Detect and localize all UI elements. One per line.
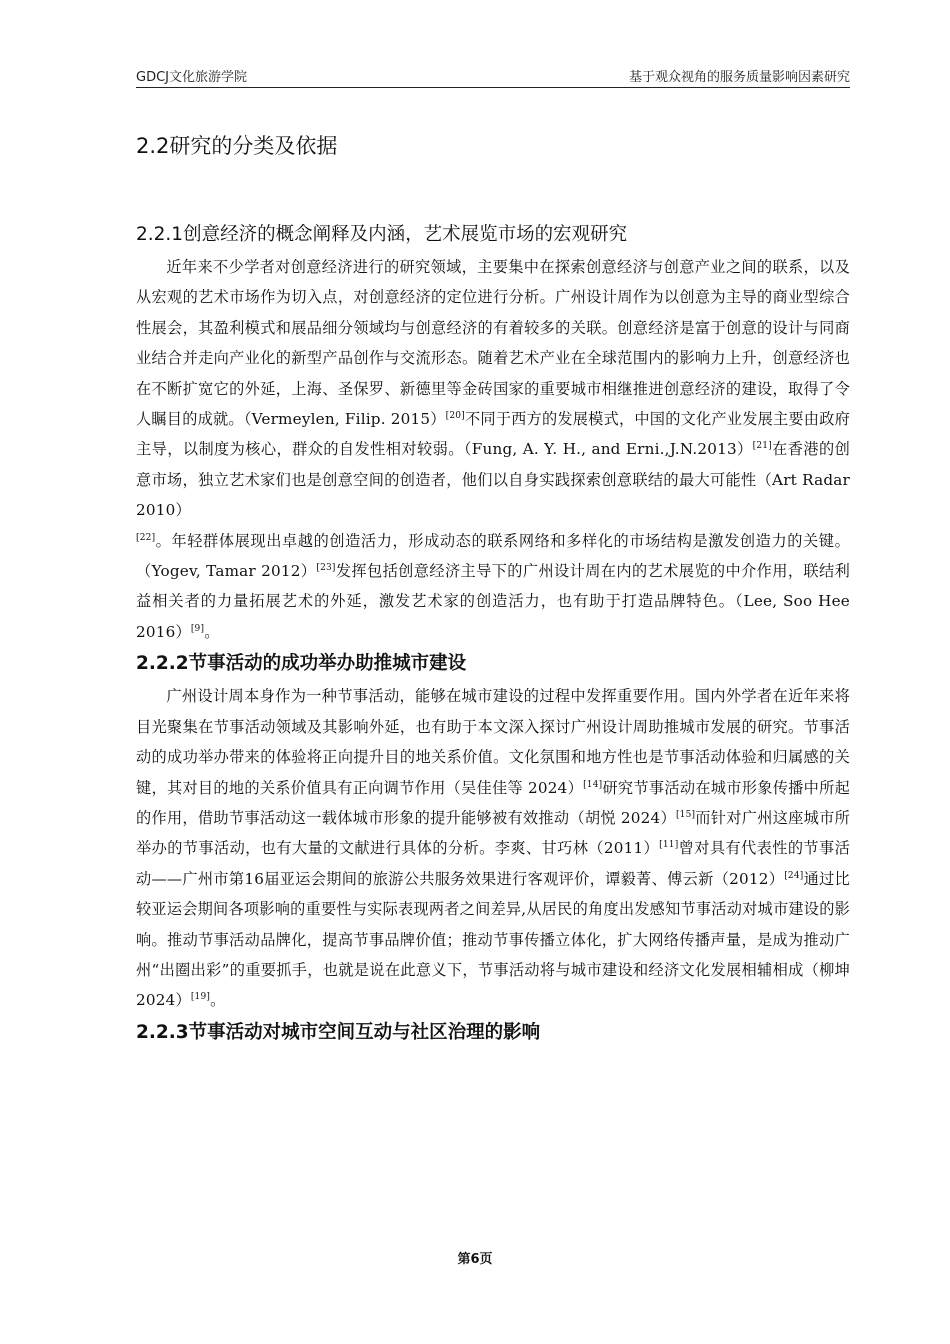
paragraph-festival-events (136, 681, 850, 1015)
header-thesis-title: 基于观众视角的服务质量影响因素研究 (628, 70, 850, 85)
citation: [21] (752, 441, 772, 452)
citation: [9] (190, 623, 205, 634)
subsection-heading-2-2-2: 2.2.2节事活动的成功举办助推城市建设 (136, 653, 467, 675)
paragraph-creative-economy (136, 252, 850, 647)
text-run: 发挥包括创意经济主导下的广州设计周在内的艺术展览的中介作用，联结利益相关者的力量拓展艺术的外延，激发艺术家的创造活力，也有助于打造品牌特色。（Lee, Soo Hee 2016） (136, 562, 850, 641)
citation: [14] (583, 779, 603, 790)
page-content (136, 120, 850, 1050)
subsection-heading-2-2-1: 2.2.1创意经济的概念阐释及内涵，艺术展览市场的宏观研究 (136, 224, 628, 245)
text-run: 曾对具有代表性的节事活动——广州市第16届亚运会期间的旅游公共服务效果进行客观评价，谭毅菁、傅云新（2012） (136, 839, 850, 888)
page-header (136, 66, 850, 86)
text-run: 在香港的创意市场，独立艺术家们也是创意空间的创造者，他们以自身实践探索创意联结的最大可能性（Art Radar 2010） (136, 440, 851, 520)
page-number: 第6页 (457, 1252, 493, 1267)
citation: [23] (316, 563, 336, 573)
citation: [20] (445, 410, 465, 421)
citation: [19] (190, 992, 211, 1003)
text-run: 。 (204, 622, 220, 641)
header-divider (136, 87, 850, 88)
citation: [15] (675, 809, 696, 820)
text-run: 不同于西方的发展模式，中国的文化产业发展主要由政府主导，以制度为核心，群众的自发性相对较弱。（Fung, A. Y. H., and Erni.,J.N.2013） (136, 410, 850, 459)
citation: [11] (659, 840, 679, 851)
citation: [24] (784, 870, 804, 881)
text-run: 。年轻群体展现出卓越的创造活力，形成动态的联系网络和多样化的市场结构是激发创造力的关键。（Yogev, Tamar 2012） (136, 531, 850, 581)
header-institution: GDCJ文化旅游学院 (136, 70, 247, 85)
text-run: 广州设计周本身作为一种节事活动，能够在城市建设的过程中发挥重要作用。国内外学者在近年来将目光聚集在节事活动领域及其影响外延，也有助于本文深入探讨广州设计周助推城市发展的研究。节事活动的成功举办带来的体验将正向提升目的地关系价值。文化氛围和地方性也是节事活动体验和归属感的关键，其对目的地的关系价值具有正向调节作用（吴佳佳等 2024） (136, 687, 850, 797)
text-run: 通过比较亚运会期间各项影响的重要性与实际表现两者之间差异,从居民的角度出发感知节事活动对城市建设的影响。推动节事活动品牌化，提高节事品牌价值；推动节事传播立体化，扩大网络传播声量，是成为推动广州“出圈出彩”的重要抓手，也就是说在此意义下，节事活动将与城市建设和经济文化发展相辅相成（柳坤2024） (136, 869, 850, 1010)
text-run: 。 (210, 991, 226, 1010)
citation: [22] (136, 532, 156, 543)
text-run: 近年来不少学者对创意经济进行的研究领域，主要集中在探索创意经济与创意产业之间的联系，以及从宏观的艺术市场作为切入点，对创意经济的定位进行分析。广州设计周作为以创意为主导的商业型综合性展会，其盈利模式和展品细分领域均与创意经济的有着较多的关联。创意经济是富于创意的设计与同商业结合并走向产业化的新型产品创作与交流形态。随着艺术产业在全球范围内的影响力上升，创意经济也在不断扩宽它的外延，上海、圣保罗、新德里等金砖国家的重要城市相继推进创意经济的建设，取得了令人瞩目的成就。（Vermeylen, Filip. 2015） (136, 258, 850, 429)
section-heading: 2.2研究的分类及依据 (136, 134, 338, 158)
text-run: 研究节事活动在城市形象传播中所起的作用，借助节事活动这一载体城市形象的提升能够被有效推动（胡悦 2024） (136, 778, 850, 827)
subsection-heading-2-2-3: 2.2.3节事活动对城市空间互动与社区治理的影响 (136, 1021, 541, 1043)
text-run: 而针对广州这座城市所举办的节事活动，也有大量的文献进行具体的分析。李爽、甘巧林（2011） (136, 808, 850, 858)
